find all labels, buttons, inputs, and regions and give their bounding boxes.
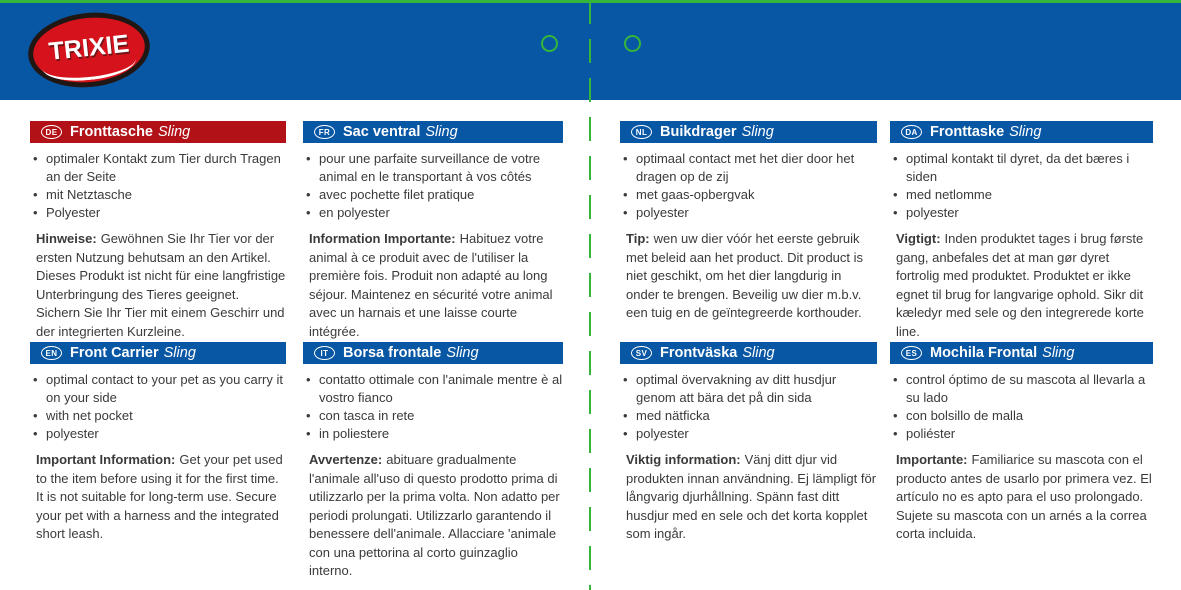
note-text: Familiarice su mascota con el producto antes de usarlo por primera vez. El artículo no es apto para el uso prolongado. Sujete su mascota con un arnés a la correa corta incluida. [896, 452, 1152, 541]
lang-badge: EN [41, 346, 62, 360]
note-label: Information Importante: [309, 231, 456, 246]
list-item-text: optimal kontakt til dyret, da det bæres i siden [906, 151, 1130, 184]
feature-list [620, 150, 877, 222]
list-item-text: polyester [636, 426, 689, 441]
feature-list [303, 150, 563, 222]
list-item-text: met gaas-opbergvak [636, 187, 755, 202]
bullet-icon: • [33, 408, 38, 423]
list-item-text: control óptimo de su mascota al llevarla a su lado [906, 372, 1146, 405]
registration-mark-circle [624, 35, 641, 52]
bullet-icon: • [623, 426, 628, 441]
note-text: wen uw dier vóór het eerste gebruik met beleid aan het product. Dit product is niet geschikt, om het dier langdurig in onder te brengen. Beveilig uw dier m.b.v. een tuig en de geïntegreerde korthouder. [626, 231, 864, 320]
list-item-text: poliéster [906, 426, 956, 441]
logo-text: TRIXIE [47, 29, 131, 66]
list-item-text: avec pochette filet pratique [319, 187, 475, 202]
note-label: Hinweise: [36, 231, 97, 246]
list-item-text: med netlomme [906, 187, 992, 202]
list-item-text: en polyester [319, 205, 390, 220]
section-header [30, 342, 286, 364]
list-item-text: mit Netztasche [46, 187, 132, 202]
section-title: Fronttasche [70, 124, 153, 140]
list-item-text: con bolsillo de malla [906, 408, 1024, 423]
section-fr [303, 121, 563, 341]
list-item-text: contatto ottimale con l'animale mentre è al vostro fianco [319, 372, 563, 405]
bullet-icon: • [893, 408, 898, 423]
list-item-text: in poliestere [319, 426, 390, 441]
section-header [890, 342, 1153, 364]
bullet-icon: • [33, 372, 38, 387]
list-item [893, 425, 1153, 443]
list-item [33, 204, 286, 222]
bullet-icon: • [893, 426, 898, 441]
bullet-icon: • [623, 372, 628, 387]
lang-badge: SV [631, 346, 652, 360]
note-label: Vigtigt: [896, 231, 941, 246]
list-item [623, 150, 877, 186]
note-paragraph [36, 230, 286, 341]
lang-badge: ES [901, 346, 922, 360]
fold-cut-line [589, 0, 591, 590]
section-header [303, 342, 563, 364]
list-item [306, 204, 563, 222]
list-item-text: con tasca in rete [319, 408, 415, 423]
section-de [30, 121, 286, 341]
bullet-icon: • [306, 426, 311, 441]
note-paragraph [626, 451, 877, 544]
feature-list [620, 371, 877, 443]
list-item [623, 186, 877, 204]
bullet-icon: • [623, 408, 628, 423]
section-title: Front Carrier [70, 345, 159, 361]
list-item-text: optimal övervakning av ditt husdjur genom att bära det på din sida [636, 372, 837, 405]
section-title: Sac ventral [343, 124, 421, 140]
list-item [893, 407, 1153, 425]
section-title-suffix: Sling [741, 124, 774, 140]
list-item-text: optimaler Kontakt zum Tier durch Tragen an der Seite [46, 151, 281, 184]
note-paragraph [309, 230, 563, 341]
note-label: Viktig information: [626, 452, 741, 467]
lang-badge: NL [631, 125, 652, 139]
section-title: Borsa frontale [343, 345, 442, 361]
list-item-text: polyester [636, 205, 689, 220]
bullet-icon: • [893, 151, 898, 166]
section-title: Buikdrager [660, 124, 737, 140]
note-paragraph [896, 451, 1153, 544]
section-title-suffix: Sling [163, 345, 196, 361]
section-title-suffix: Sling [158, 124, 191, 140]
section-title: Frontväska [660, 345, 738, 361]
note-label: Importante: [896, 452, 968, 467]
section-sv [620, 342, 877, 544]
list-item [33, 407, 286, 425]
section-title-suffix: Sling [425, 124, 458, 140]
lang-badge: DE [41, 125, 62, 139]
section-title-suffix: Sling [446, 345, 479, 361]
note-paragraph [309, 451, 563, 581]
note-label: Tip: [626, 231, 650, 246]
bullet-icon: • [893, 372, 898, 387]
bullet-icon: • [33, 205, 38, 220]
list-item [33, 371, 286, 407]
feature-list [890, 371, 1153, 443]
list-item [893, 150, 1153, 186]
feature-list [890, 150, 1153, 222]
note-text: Inden produktet tages i brug første gang, anbefales det at man gør dyret fortrolig med produktet. Produktet er ikke egnet til brug for langvarige ophold. Sikr dit kæledyr med sele og den integrerede korte line. [896, 231, 1144, 339]
bullet-icon: • [306, 372, 311, 387]
section-title: Fronttaske [930, 124, 1005, 140]
section-es [890, 342, 1153, 544]
list-item [893, 204, 1153, 222]
note-paragraph [36, 451, 286, 544]
section-header [620, 342, 877, 364]
feature-list [30, 371, 286, 443]
note-label: Important Information: [36, 452, 176, 467]
feature-list [30, 150, 286, 222]
bullet-icon: • [893, 205, 898, 220]
section-title-suffix: Sling [1009, 124, 1042, 140]
note-label: Avvertenze: [309, 452, 383, 467]
bullet-icon: • [623, 205, 628, 220]
lang-badge: DA [901, 125, 922, 139]
section-it [303, 342, 563, 581]
feature-list [303, 371, 563, 443]
section-title-suffix: Sling [742, 345, 775, 361]
note-text: abituare gradualmente l'animale all'uso di questo prodotto prima di utilizzarlo per la prima volta. Non adatto per periodi prolungati. Utilizzarlo garantendo il benessere dell'animale. Allacciare 'animale con una pettorina al corto guinzaglio interno. [309, 452, 560, 578]
list-item [306, 186, 563, 204]
list-item-text: med nätficka [636, 408, 710, 423]
section-title-suffix: Sling [1042, 345, 1075, 361]
list-item-text: optimaal contact met het dier door het dragen op de zij [636, 151, 855, 184]
bullet-icon: • [33, 187, 38, 202]
bullet-icon: • [623, 187, 628, 202]
section-header [890, 121, 1153, 143]
note-paragraph [896, 230, 1153, 341]
section-header [303, 121, 563, 143]
list-item-text: with net pocket [46, 408, 133, 423]
list-item [623, 407, 877, 425]
list-item-text: Polyester [46, 205, 101, 220]
list-item [306, 407, 563, 425]
section-title: Mochila Frontal [930, 345, 1038, 361]
note-paragraph [626, 230, 877, 323]
list-item [306, 371, 563, 407]
bullet-icon: • [33, 426, 38, 441]
list-item-text: polyester [906, 205, 959, 220]
section-da [890, 121, 1153, 341]
list-item [33, 425, 286, 443]
trixie-logo [28, 13, 150, 87]
note-text: Habituez votre animal à ce produit avec de l'utiliser la première fois. Produit non adapté au long séjour. Maintenez en sécurité votre animal avec un harnais et une laisse courte intégrée. [309, 231, 553, 339]
note-text: Gewöhnen Sie Ihr Tier vor der ersten Nutzung behutsam an den Artikel. Dieses Produkt ist nicht für eine langfristige Unterbringung des Tieres geeignet. Sichern Sie Ihr Tier mit einem Geschirr und der integrierten Kurzleine. [36, 231, 286, 339]
section-nl [620, 121, 877, 323]
list-item-text: pour une parfaite surveillance de votre animal en le transportant à vos côtés [319, 151, 541, 184]
list-item [893, 371, 1153, 407]
lang-badge: IT [314, 346, 335, 360]
bullet-icon: • [623, 151, 628, 166]
list-item [33, 186, 286, 204]
list-item [306, 425, 563, 443]
list-item [623, 425, 877, 443]
registration-mark-circle [541, 35, 558, 52]
bullet-icon: • [306, 205, 311, 220]
section-header [30, 121, 286, 143]
list-item [623, 204, 877, 222]
bullet-icon: • [306, 408, 311, 423]
list-item [893, 186, 1153, 204]
list-item [623, 371, 877, 407]
section-en [30, 342, 286, 544]
bullet-icon: • [33, 151, 38, 166]
note-text: Get your pet used to the item before using it for the first time. It is not suitable for long-term use. Secure your pet with a harness and the integrated short leash. [36, 452, 283, 541]
section-header [620, 121, 877, 143]
list-item-text: optimal contact to your pet as you carry it on your side [46, 372, 283, 405]
bullet-icon: • [893, 187, 898, 202]
list-item [306, 150, 563, 186]
list-item [33, 150, 286, 186]
lang-badge: FR [314, 125, 335, 139]
note-text: Vänj ditt djur vid produkten innan användning. Ej lämpligt för långvarig djurhållning. Spänn fast ditt husdjur med en sele och det korta kopplet som ingår. [626, 452, 877, 541]
bullet-icon: • [306, 151, 311, 166]
bullet-icon: • [306, 187, 311, 202]
list-item-text: polyester [46, 426, 99, 441]
